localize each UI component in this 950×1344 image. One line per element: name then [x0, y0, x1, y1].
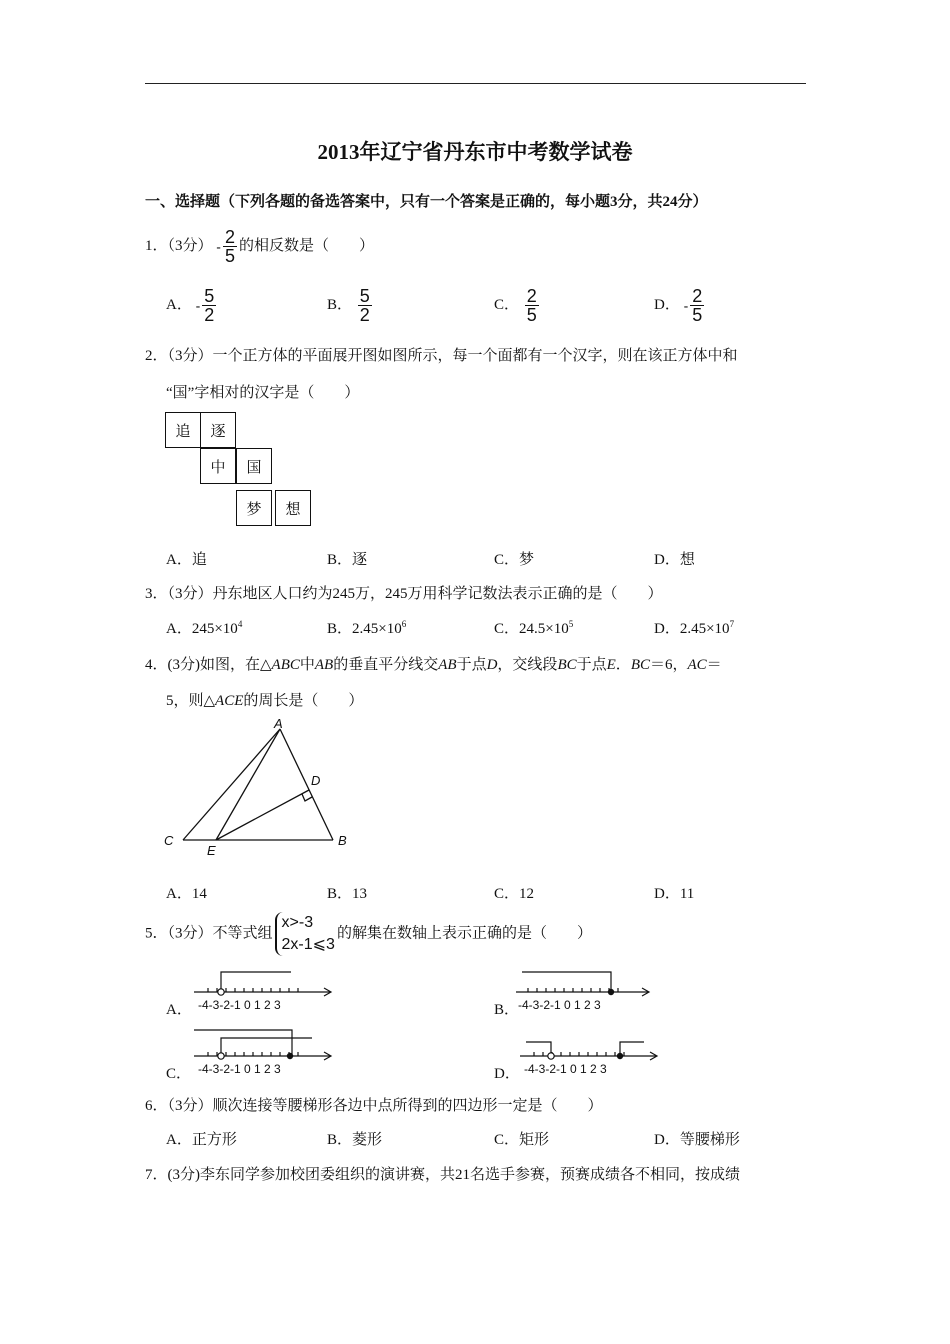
question-3-stem: 3．（3分）丹东地区人口约为245万，245万用科学记数法表示正确的是（ ） [145, 586, 663, 602]
option-c-label[interactable]: C． [166, 1066, 192, 1082]
vertex-label-b: B [338, 833, 347, 848]
axis-labels: -4-3-2-1 0 1 2 3 [198, 1062, 281, 1076]
page-title: 2013年辽宁省丹东市中考数学试卷 [317, 140, 633, 164]
net-cell: 梦 [236, 490, 272, 526]
option-b[interactable]: B． $\frac{5}{2}$ [327, 286, 370, 325]
net-cell: 国 [236, 448, 272, 484]
question-2-line1: 2．（3分）一个正方体的平面展开图如图所示，每一个面都有一个汉字，则在该正方体中和 [145, 348, 738, 364]
triangle-figure [160, 715, 360, 865]
number-line-d[interactable] [516, 1030, 666, 1082]
question-7-stem: 7．(3分)李东同学参加校团委组织的演讲赛，共21名选手参赛，预赛成绩各不相同，按成绩 [145, 1167, 740, 1183]
net-cell: 想 [275, 490, 311, 526]
option-b[interactable]: B．13 [327, 886, 368, 902]
axis-labels: -4-3-2-1 0 1 2 3 [198, 998, 281, 1012]
option-d[interactable]: D．$2.45\times 10^7$ [654, 619, 735, 637]
option-b[interactable]: B．菱形 [327, 1132, 383, 1148]
option-c[interactable]: C．梦 [494, 552, 535, 568]
option-c[interactable]: C．矩形 [494, 1132, 550, 1148]
option-a[interactable]: A． - $\frac{5}{2}$ [166, 286, 215, 325]
vertex-label-d: D [311, 773, 321, 788]
section-heading: 一、选择题（下列各题的备选答案中，只有一个答案是正确的，每小题3分，共24分） [145, 194, 708, 210]
option-a[interactable]: A．追 [166, 552, 207, 568]
axis-labels: -4-3-2-1 0 1 2 3 [518, 998, 601, 1012]
question-4-line1: 4．(3分)如图，在△ABC中AB的垂直平分线交AB于点D，交线段BC于点E．BC＝6，AC＝ [145, 657, 722, 673]
question-1-stem [145, 228, 374, 265]
vertex-label-e: E [207, 843, 216, 858]
option-b[interactable]: B．逐 [327, 552, 368, 568]
minus-sign: - [216, 238, 221, 255]
question-6-stem: 6．（3分）顺次连接等腰梯形各边中点所得到的四边形一定是（ ） [145, 1098, 603, 1114]
option-c[interactable]: C．$24.5\times 10^5$ [494, 619, 574, 637]
question-2-line2: “国”字相对的汉字是（ ） [166, 385, 360, 401]
number-line-a[interactable] [190, 966, 340, 1018]
net-cell: 逐 [200, 412, 236, 448]
question-text: 的相反数是（ ） [238, 237, 374, 254]
option-d[interactable]: D．11 [654, 886, 695, 902]
header-rule [145, 83, 806, 84]
question-score: （3分） [167, 237, 213, 254]
question-5-stem: 5．（3分）不等式组 x>-3 2x-1⩽3 的解集在数轴上表示正确的是（ ） [145, 912, 592, 956]
number-line-b[interactable] [512, 966, 662, 1018]
option-a[interactable]: A．正方形 [166, 1132, 237, 1148]
option-a[interactable]: A．14 [166, 886, 207, 902]
option-b-label[interactable]: B． [494, 1002, 520, 1018]
option-a-label[interactable]: A． [166, 1002, 192, 1018]
number-line-c[interactable] [190, 1026, 340, 1078]
inequality-system: x>-3 2x-1⩽3 [275, 912, 335, 956]
net-cell: 追 [165, 412, 201, 448]
question-number: 1． [145, 237, 168, 254]
option-d[interactable]: D．想 [654, 552, 695, 568]
option-a[interactable]: A．$245\times 10^4$ [166, 619, 243, 637]
option-d[interactable]: D．等腰梯形 [654, 1132, 740, 1148]
option-d-label[interactable]: D． [494, 1066, 520, 1082]
vertex-label-c: C [164, 833, 174, 848]
option-c[interactable]: C．12 [494, 886, 535, 902]
option-c[interactable]: C． $\frac{2}{5}$ [494, 286, 537, 325]
question-4-line2: 5，则△ACE的周长是（ ） [166, 693, 364, 709]
net-cell: 中 [200, 448, 236, 484]
vertex-label-a: A [274, 716, 283, 731]
fraction: $\frac{2}{5}$ [224, 227, 235, 266]
axis-labels: -4-3-2-1 0 1 2 3 [524, 1062, 607, 1076]
option-b[interactable]: B．$2.45\times 10^6$ [327, 619, 407, 637]
option-d[interactable]: D． - $\frac{2}{5}$ [654, 286, 703, 325]
